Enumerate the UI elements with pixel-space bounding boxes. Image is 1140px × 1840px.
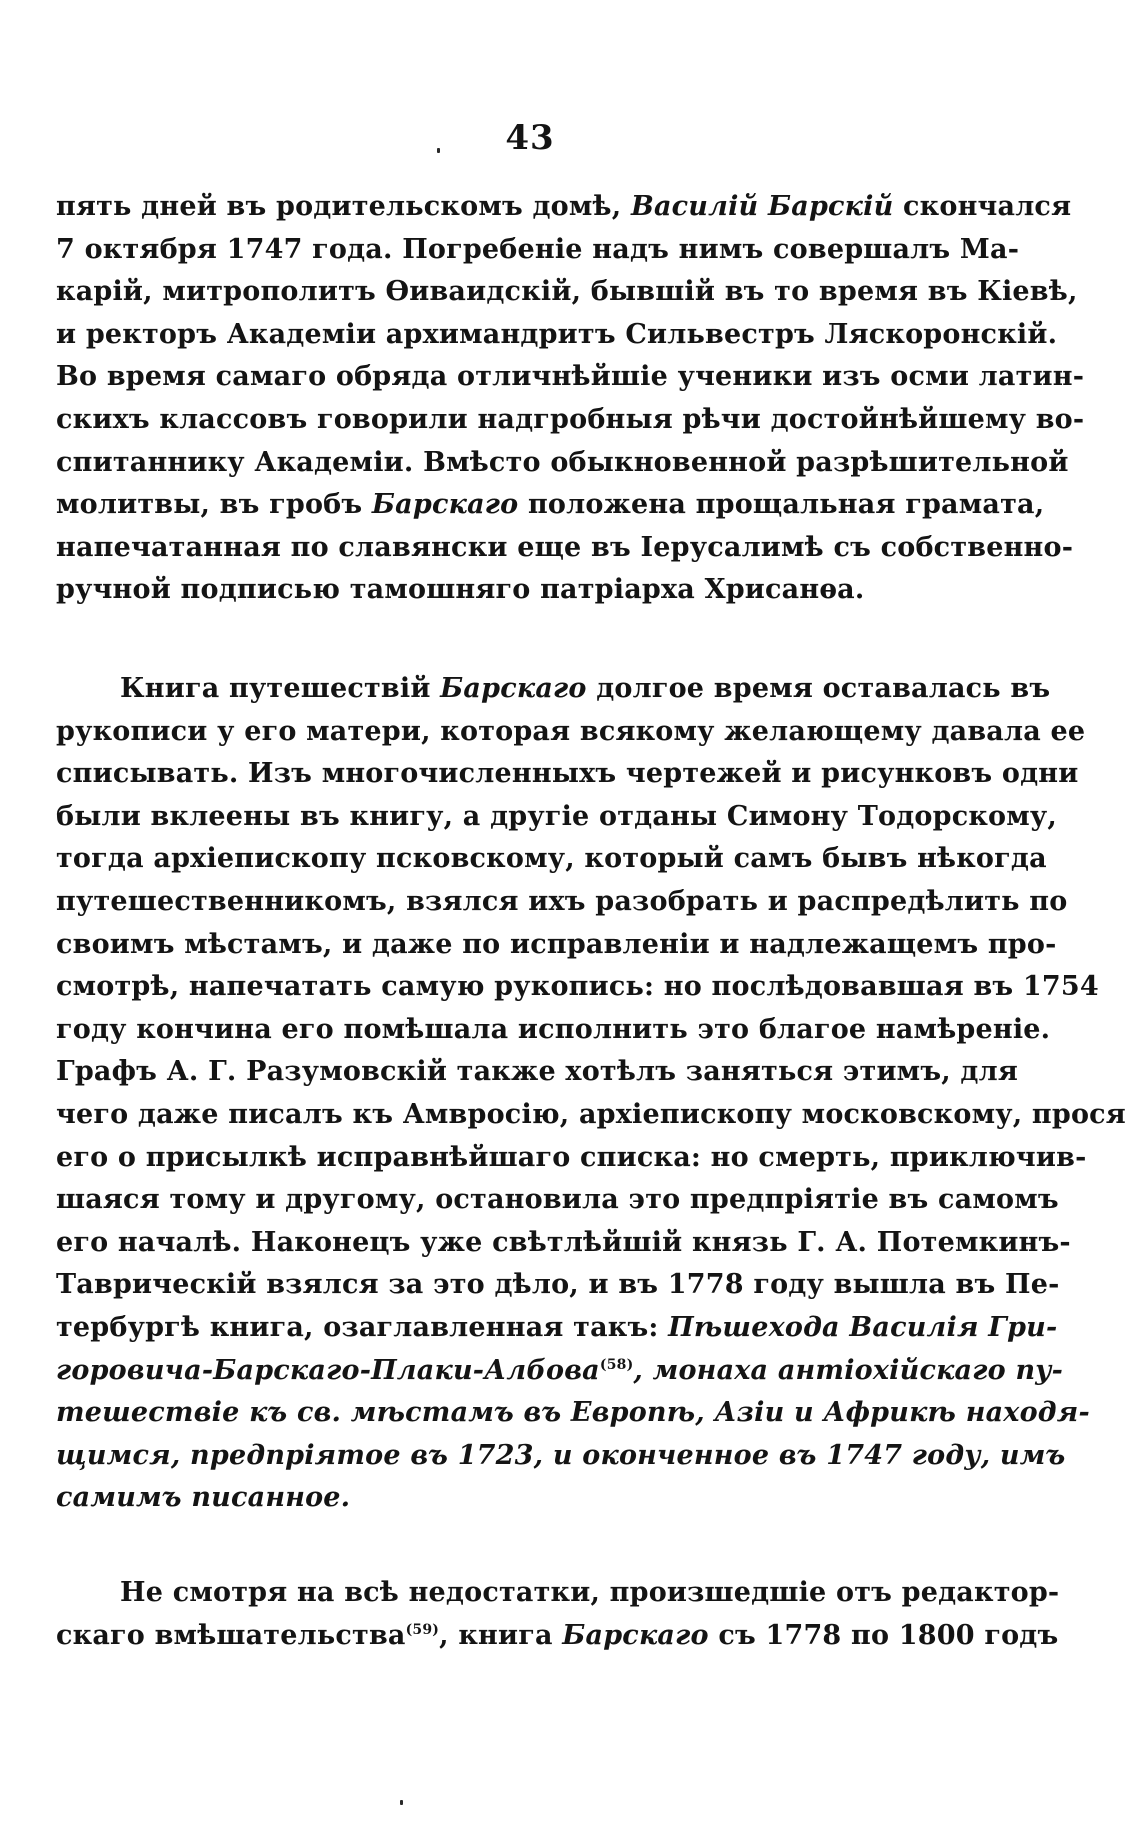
- text-line: [56, 569, 1016, 612]
- text-line: [56, 1264, 1060, 1307]
- italic-run: тешествіе къ св. мѣстамъ въ Европѣ, Азіи и Африкѣ находя-: [56, 1397, 1090, 1429]
- text-line: [56, 881, 1068, 924]
- text-run: , книга: [439, 1619, 563, 1651]
- text-line: [56, 399, 1085, 442]
- text-line: [56, 314, 1058, 357]
- ink-speck: [437, 148, 440, 153]
- text-run: и ректоръ Академіи архимандритъ Сильвестръ Ляскоронскій.: [56, 318, 1058, 350]
- text-run: карій, митрополитъ Ѳиваидскій, бывшій въ то время въ Кіевѣ,: [56, 276, 1078, 308]
- text-run: Книга путешествій: [120, 673, 441, 704]
- text-run: молитвы, въ гробъ: [56, 489, 372, 521]
- text-run: своимъ мѣстамъ, и даже по исправленіи и надлежащемъ про-: [56, 928, 1057, 960]
- text-run: Во время самаго обряда отличнѣйшіе ученики изъ осми латин-: [56, 361, 1085, 393]
- text-run: долгое время оставалась въ: [586, 673, 1051, 704]
- text-line: [56, 527, 1074, 570]
- text-line: [56, 484, 1045, 527]
- text-run: напечатанная по славянски еще въ Іерусалимѣ съ собственно-: [56, 531, 1074, 563]
- text-run: скаго вмѣшательства: [56, 1619, 406, 1651]
- text-line: [56, 1350, 1064, 1393]
- text-line: [56, 1179, 1059, 1222]
- text-run: Графъ А. Г. Разумовскій также хотѣлъ заняться этимъ, для: [56, 1056, 1019, 1088]
- page-number: 43: [505, 118, 555, 158]
- text-line: [56, 1137, 1087, 1180]
- text-line: [56, 1435, 1066, 1478]
- text-run: тогда архіепископу псковскому, который самъ бывъ нѣкогда: [56, 843, 1047, 875]
- text-run: Не смотря на всѣ недостатки, произшедшіе отъ редактор-: [120, 1577, 1060, 1608]
- text-line: [56, 1222, 1071, 1265]
- text-run: съ 1778 по 1800 годъ: [708, 1619, 1059, 1651]
- footnote-ref: (59): [405, 1621, 440, 1638]
- text-run: смотрѣ, напечатать самую рукопись: но послѣдовавшая въ 1754: [56, 971, 1099, 1003]
- text-line: [56, 1051, 1019, 1094]
- paragraph-3: [56, 1572, 1060, 1657]
- paragraph-2: [56, 668, 1126, 1520]
- text-run: году кончина его помѣшала исполнить это благое намѣреніе.: [56, 1013, 1051, 1045]
- text-line: [56, 924, 1057, 967]
- text-line: [56, 1477, 1016, 1520]
- italic-run: Пѣшехода Василія Гри-: [668, 1311, 1058, 1343]
- text-line: [56, 1615, 1059, 1658]
- italic-run: Барскаго: [371, 489, 519, 521]
- text-line: [56, 356, 1085, 399]
- italic-run: , монаха антіохійскаго пу-: [633, 1354, 1064, 1386]
- text-line: [56, 1009, 1051, 1052]
- paragraph-1: [56, 186, 1085, 612]
- text-line: [56, 711, 1086, 754]
- text-line: [56, 1392, 1090, 1435]
- text-line: [56, 1307, 1058, 1350]
- footnote-ref: (58): [599, 1356, 634, 1373]
- text-run: чего даже писалъ къ Амвросію, архіепископу московскому, прося: [56, 1098, 1126, 1130]
- ink-speck: [400, 1800, 403, 1805]
- text-run: тербургѣ книга, озаглавленная такъ:: [56, 1311, 669, 1343]
- text-line: [56, 229, 1020, 272]
- text-run: спитаннику Академіи. Вмѣсто обыкновенной разрѣшительной: [56, 446, 1069, 478]
- text-line: [56, 442, 1069, 485]
- text-line: [56, 271, 1078, 314]
- text-run: положена прощальная грамата,: [518, 489, 1045, 521]
- italic-run: Барскаго: [440, 673, 587, 704]
- italic-run: щимся, предпріятое въ 1723, и оконченное въ 1747 году, имъ: [56, 1439, 1066, 1471]
- text-line: [56, 796, 1057, 839]
- italic-run: Барскаго: [562, 1619, 709, 1651]
- text-run: его началѣ. Наконецъ уже свѣтлѣйшій князь Г. А. Потемкинъ-: [56, 1226, 1071, 1258]
- text-run: рукописи у его матери, которая всякому желающему давала ее: [56, 715, 1086, 747]
- text-run: скихъ классовъ говорили надгробныя рѣчи достойнѣйшему во-: [56, 403, 1085, 435]
- text-run: путешественникомъ, взялся ихъ разобрать и распредѣлить по: [56, 885, 1068, 917]
- text-run: 7 октября 1747 года. Погребеніе надъ нимъ совершалъ Ма-: [56, 233, 1020, 265]
- text-run: ручной подписью тамошняго патріарха Хрисанѳа.: [56, 574, 865, 606]
- italic-run: горовича-Барскаго-Плаки-Албова: [56, 1354, 600, 1386]
- text-run: списывать. Изъ многочисленныхъ чертежей и рисунковъ одни: [56, 758, 1079, 790]
- text-run: пять дней въ родительскомъ домѣ,: [56, 191, 631, 222]
- text-line: [56, 1572, 1060, 1615]
- italic-run: самимъ писанное.: [56, 1482, 351, 1514]
- italic-run: Василій Барскій: [630, 191, 894, 222]
- text-run: Таврическій взялся за это дѣло, и въ 1778 году вышла въ Пе-: [56, 1269, 1060, 1301]
- text-run: шаяся тому и другому, остановила это предпріятіе въ самомъ: [56, 1184, 1059, 1216]
- text-line: [56, 668, 1051, 711]
- text-line: [56, 1094, 1126, 1137]
- text-run: были вклеены въ книгу, а другіе отданы Симону Тодорскому,: [56, 800, 1057, 832]
- text-run: скончался: [893, 191, 1072, 222]
- text-line: [56, 838, 1047, 881]
- text-line: [56, 753, 1079, 796]
- text-run: его о присылкѣ исправнѣйшаго списка: но смерть, приключив-: [56, 1141, 1087, 1173]
- text-line: [56, 186, 1072, 229]
- text-line: [56, 966, 1099, 1009]
